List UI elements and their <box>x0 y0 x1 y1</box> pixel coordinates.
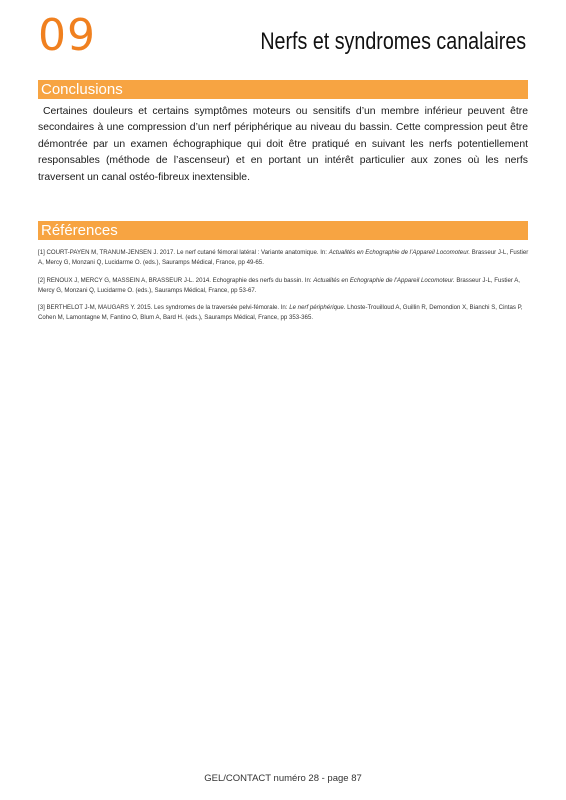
reference-text: Brasseur J-L, Fustier A, Mercy G, Monzani Q, Lucidarme O. (eds.), Sauramps Médical, France, pp 53-67. <box>38 276 520 294</box>
conclusions-body: Certaines douleurs et certains symptômes moteurs ou sensitifs d’un membre inférieur peuvent être secondaires à une compression d’un nerf périphérique au niveau du bassin. Cette compression peut être démontrée par un examen échographique qui doit être pratiqué en suivant les nerfs potentiellement responsables (méthode de l’ascenseur) et en portant un intérêt particulier aux zones où les nerfs traversent un canal ostéo-fibreux inextensible. <box>38 106 528 183</box>
section-heading-references: Références <box>38 221 528 240</box>
reference-text: [1] COURT-PAYEN M, TRANUM-JENSEN J. 2017. Le nerf cutané fémoral latéral : Variante anatomique. In: <box>38 249 329 256</box>
chapter-number: 09 <box>38 10 96 61</box>
reference-book-title: Le nerf périphérique. <box>289 304 346 311</box>
reference-text: [3] BERTHELOT J-M, MAUGARS Y. 2015. Les syndromes de la traversée pelvi-fémorale. In: <box>38 304 290 311</box>
reference-text: Lhoste-Trouilloud A, Guillin R, Demondion X, Bianchi S, Cintas P, Cohen M, Lamontagne M, Fantino O, Blum A, Bard H. (eds.), Sauramps Médical, France, pp 353-365. <box>38 304 523 321</box>
page-footer: GEL/CONTACT numéro 28 - page 87 <box>204 773 362 784</box>
reference-text: [2] RENOUX J, MERCY G, MASSEIN A, BRASSEUR J-L. 2014. Echographie des nerfs du bassin. In: <box>38 276 314 284</box>
section-heading-conclusions: Conclusions <box>38 80 528 99</box>
page-title: Nerfs et syndromes canalaires <box>260 28 526 55</box>
reference-item-3 <box>38 303 530 323</box>
reference-text: Brasseur J-L, Fustier A, Mercy G, Monzani Q, Lucidarme O. (eds.), Sauramps Médical, France, pp 49-65. <box>38 249 529 266</box>
reference-list <box>38 248 530 331</box>
conclusions-paragraph <box>38 104 528 186</box>
reference-item-2 <box>38 276 530 296</box>
reference-item-1 <box>38 248 530 268</box>
reference-book-title: Actualités en Echographie de l’Appareil Locomoteur. <box>328 249 471 256</box>
reference-book-title: Actualités en Echographie de l’Appareil Locomoteur. <box>313 276 455 284</box>
